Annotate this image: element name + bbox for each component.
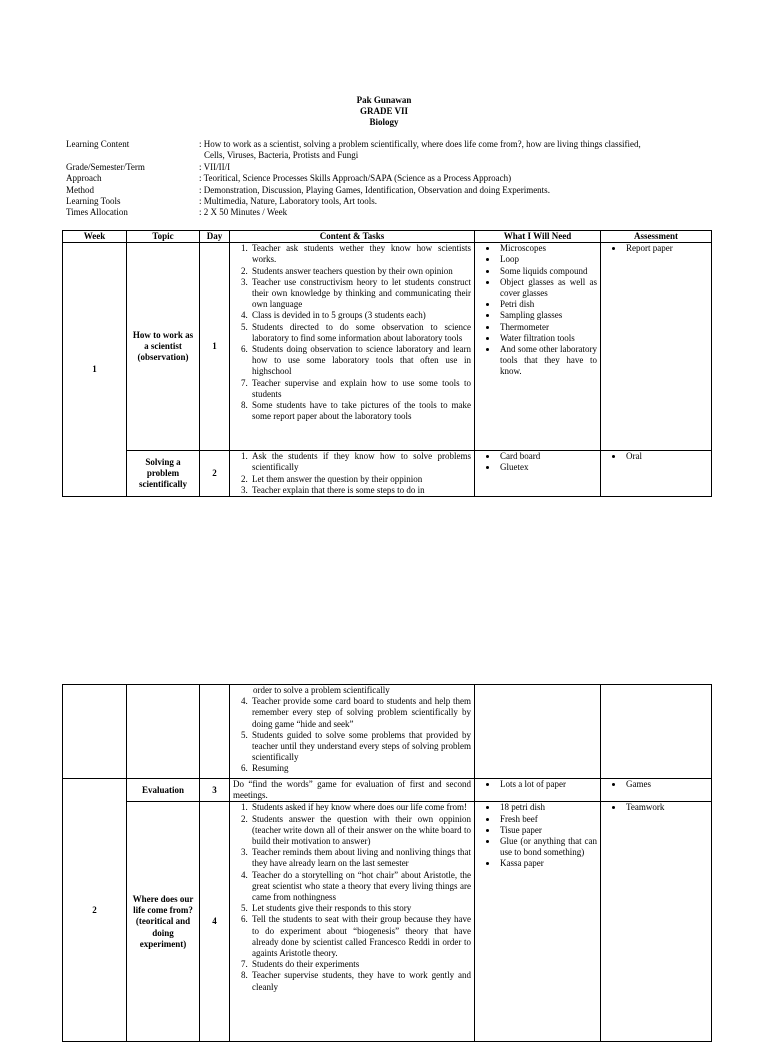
column-header: Topic — [127, 231, 200, 243]
assessment-cell — [601, 685, 712, 779]
assessment-item: • Oral — [624, 451, 708, 462]
day-cell — [200, 685, 230, 779]
task-item: 3. Teacher use constructivism heory to let students construct their own knowledge by thinking and communicating their own language — [250, 277, 471, 311]
task-item: 1. Teacher ask students wether they know how scientists works. — [250, 243, 471, 265]
need-item: • Some liquids compound — [498, 266, 597, 277]
topic-cell: Where does our life come from? (teoritical and doing experiment) — [127, 802, 200, 1042]
task-item: 2. Students answer teachers question by their own opinion — [250, 266, 471, 277]
info-label: Times Allocation — [66, 207, 128, 218]
task-item: 5. Students guided to solve some problems that provided by teacher until they understand every steps of solving problem scientifically — [250, 730, 471, 764]
table-row — [63, 779, 712, 802]
week-cell: 1 — [63, 243, 127, 497]
need-item: • Thermometer — [498, 322, 597, 333]
info-label: Learning Content — [66, 139, 130, 149]
tasks-cell: Do “find the words” game for evaluation of first and second meetings. — [230, 779, 475, 802]
topic-cell: How to work as a scientist (observation) — [127, 243, 200, 451]
tasks-cell — [230, 802, 475, 1042]
task-item: 6. Resuming — [250, 763, 471, 774]
task-item: 1. Ask the students if they know how to solve problems scientifically — [250, 451, 471, 473]
info-value: : 2 X 50 Minutes / Week — [199, 207, 288, 218]
need-item: • And some other laboratory tools that they have to know. — [498, 344, 597, 378]
need-item: • Object glasses as well as cover glasses — [498, 277, 597, 299]
needs-cell — [475, 802, 601, 1042]
info-label: Method — [66, 184, 94, 195]
day-cell: 4 — [200, 802, 230, 1042]
need-item: • Petri dish — [498, 299, 597, 310]
need-item: • Tisue paper — [498, 825, 597, 836]
need-item: • Lots a lot of paper — [498, 779, 597, 790]
need-item: • Sampling glasses — [498, 310, 597, 321]
grade-title: GRADE VII — [359, 106, 409, 116]
document-title-block — [0, 95, 768, 128]
task-item: 7. Students do their experiments — [250, 959, 471, 970]
info-value: : Multimedia, Nature, Laboratory tools, Art tools. — [199, 196, 377, 207]
needs-cell — [475, 685, 601, 779]
need-item: • Gluetex — [498, 462, 597, 473]
assessment-cell — [601, 243, 712, 451]
lesson-plan-table — [62, 230, 712, 497]
need-item: • Loop — [498, 254, 597, 265]
tasks-cell — [230, 243, 475, 451]
table-header-row — [63, 231, 712, 243]
need-item: • Card board — [498, 451, 597, 462]
task-item: 3. Teacher explain that there is some steps to do in — [250, 485, 471, 496]
needs-cell — [475, 779, 601, 802]
assessment-cell — [601, 451, 712, 497]
task-item: 5. Students directed to do some observation to science laboratory to find some information about laboratory tools — [250, 322, 471, 344]
need-item: • Fresh beef — [498, 814, 597, 825]
task-item: 4. Teacher provide some card board to students and help them remember every step of solving problem scientifically by doing game “hide and seek” — [250, 696, 471, 730]
info-label: Grade/Semester/Term — [66, 161, 145, 172]
info-value: : Demonstration, Discussion, Playing Games, Identification, Observation and doing Experiments. — [199, 184, 550, 195]
table-row — [63, 802, 712, 1042]
week-cell: 2 — [63, 779, 127, 1042]
task-item: 2. Students answer the question with their own oppinion (teacher write down all of their answer on the white board to build their motivation to answer) — [250, 814, 471, 848]
lesson-plan-table-continued — [62, 684, 712, 1042]
info-label: Approach — [66, 173, 102, 184]
column-header: Day — [200, 231, 230, 243]
info-value: : VII/II/I — [199, 161, 231, 172]
task-item: 8. Some students have to take pictures of the tools to make some report paper about the laboratory tools — [250, 400, 471, 422]
task-item: 1. Students asked if hey know where does our life come from! — [250, 802, 471, 813]
author-name: Pak Gunawan — [356, 95, 412, 105]
topic-cell: Solving a problem scientifically — [127, 451, 200, 497]
assessment-item: • Report paper — [624, 243, 708, 254]
need-item: • Kassa paper — [498, 858, 597, 869]
task-item: 6. Tell the students to seat with their group because they have to do experiment about “biogenesis” theory that have already done by scientist called Francesco Reddi in order to againts Aristotle theory. — [250, 914, 471, 959]
task-item: 7. Teacher supervise and explain how to use some tools to students — [250, 378, 471, 400]
needs-cell — [475, 451, 601, 497]
assessment-item: • Teamwork — [624, 802, 708, 813]
need-item: • Microscopes — [498, 243, 597, 254]
assessment-item: • Games — [624, 779, 708, 790]
day-cell: 3 — [200, 779, 230, 802]
column-header: Assessment — [601, 231, 712, 243]
task-item: 2. Let them answer the question by their oppinion — [250, 474, 471, 485]
need-item: • Water filtration tools — [498, 333, 597, 344]
task-item: 4. Teacher do a storytelling on “hot chair” about Aristotle, the great scientist who state a theory that every living things are came from nothingness — [250, 870, 471, 904]
task-continuation: order to solve a problem scientifically — [253, 685, 390, 695]
column-header: What I Will Need — [475, 231, 601, 243]
info-value: : Teoritical, Science Processes Skills Approach/SAPA (Science as a Process Approach) — [199, 173, 512, 184]
tasks-cell — [230, 451, 475, 497]
task-item: 5. Let students give their responds to this story — [250, 903, 471, 914]
week-cell — [63, 685, 127, 779]
course-info — [66, 139, 699, 219]
table-row — [63, 685, 712, 779]
tasks-cell — [230, 685, 475, 779]
assessment-cell — [601, 802, 712, 1042]
task-item: 6. Students doing observation to science laboratory and learn how to use some laboratory tools that often use in highschool — [250, 344, 471, 378]
info-value: : How to work as a scientist, solving a problem scientifically, where does life come from?, how are living things classified, Cells, Viruses, Bacteria, Protists and Fungi — [199, 139, 641, 161]
task-item: 4. Class is devided in to 5 groups (3 students each) — [250, 310, 471, 321]
assessment-cell — [601, 779, 712, 802]
info-label: Learning Tools — [66, 196, 121, 207]
need-item: • 18 petri dish — [498, 802, 597, 813]
need-item: • Glue (or anything that can use to bond something) — [498, 836, 597, 858]
table-row — [63, 243, 712, 451]
task-item: 8. Teacher supervise students, they have to work gently and cleanly — [250, 970, 471, 992]
subject-title: Biology — [369, 117, 399, 127]
topic-cell — [127, 685, 200, 779]
day-cell: 1 — [200, 243, 230, 451]
task-item: 3. Teacher reminds them about living and nonliving things that they have already learn on the last semester — [250, 847, 471, 869]
day-cell: 2 — [200, 451, 230, 497]
table-row — [63, 451, 712, 497]
column-header: Week — [63, 231, 127, 243]
topic-cell: Evaluation — [127, 779, 200, 802]
column-header: Content & Tasks — [230, 231, 475, 243]
needs-cell — [475, 243, 601, 451]
